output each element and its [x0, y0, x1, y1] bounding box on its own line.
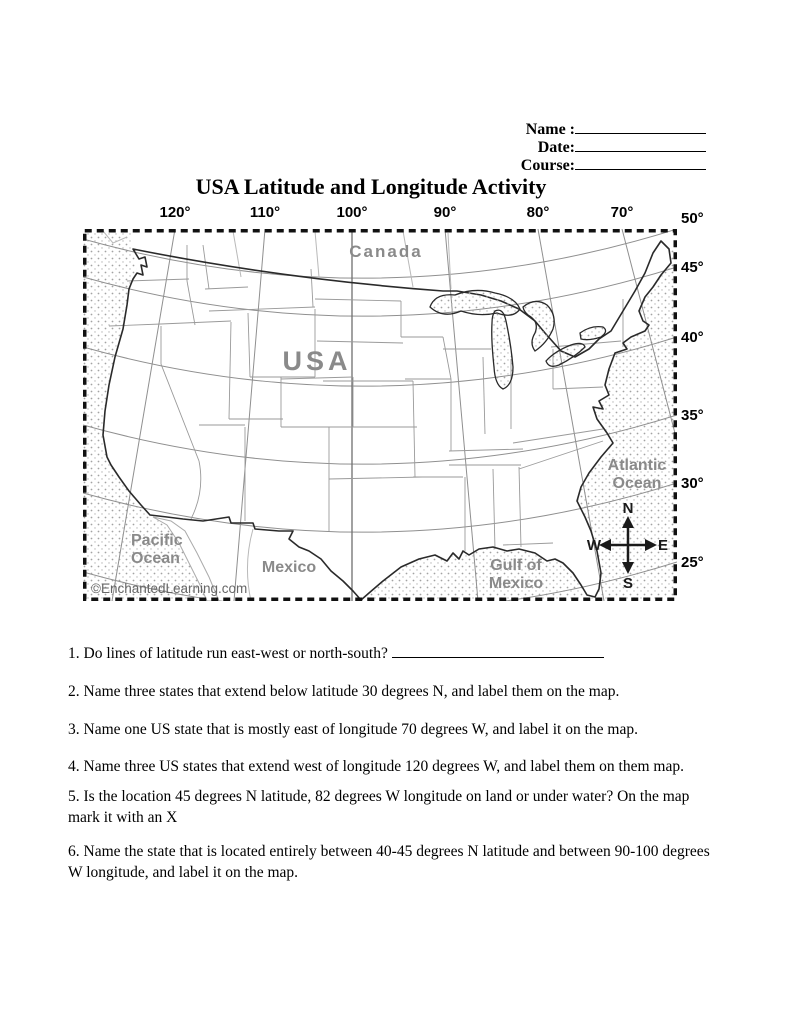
page-title: USA Latitude and Longitude Activity — [195, 174, 547, 199]
longitude-label-110: 110° — [249, 204, 281, 221]
course-label: Course: — [520, 157, 575, 174]
name-label: Name : — [525, 121, 575, 138]
atlantic-ocean-label-line1: Atlantic — [607, 457, 667, 474]
question-1-answer-line[interactable] — [392, 645, 604, 658]
latitude-label-50: 50° — [681, 210, 704, 227]
name-input-line[interactable] — [575, 120, 706, 134]
gulf-of-mexico-area — [361, 547, 595, 601]
gulf-of-mexico-label-line1: Gulf of — [490, 557, 542, 574]
question-1 — [68, 643, 720, 664]
latitude-label-30: 30° — [681, 475, 704, 492]
usa-map — [83, 229, 677, 601]
question-2-text: 2. Name three states that extend below latitude 30 degrees N, and label them on the map. — [68, 682, 620, 700]
atlantic-ocean-label-line2: Ocean — [612, 475, 662, 492]
question-2 — [68, 681, 720, 702]
question-6 — [68, 841, 720, 883]
course-field-row — [521, 156, 706, 175]
latitude-label-45: 45° — [681, 259, 704, 276]
pacific-ocean-label-line2: Ocean — [131, 550, 180, 567]
compass-s-label: S — [622, 575, 634, 592]
longitude-label-90: 90° — [433, 204, 457, 221]
canada-label: Canada — [349, 242, 423, 261]
usa-map-svg — [83, 229, 677, 601]
compass-e-label: E — [657, 537, 669, 554]
question-5-text: 5. Is the location 45 degrees N latitude, 82 degrees W longitude on land or under water? On the map mark it with an X — [68, 787, 690, 826]
mexico-label: Mexico — [261, 559, 317, 576]
compass-w-label: W — [586, 537, 602, 554]
longitude-label-120: 120° — [159, 204, 191, 221]
course-input-line[interactable] — [575, 156, 706, 170]
name-field-row — [526, 120, 706, 139]
longitude-label-100: 100° — [336, 204, 368, 221]
question-3-text: 3. Name one US state that is mostly east of longitude 70 degrees W, and label it on the map. — [68, 720, 638, 738]
usa-label: USA — [282, 346, 352, 376]
question-6-text: 6. Name the state that is located entirely between 40-45 degrees N latitude and between 90-100 degrees W longitude, and label it on the map. — [68, 842, 710, 881]
pacific-ocean-label-line1: Pacific — [131, 532, 183, 549]
date-input-line[interactable] — [575, 138, 706, 152]
compass-n-label: N — [622, 500, 634, 517]
date-label: Date: — [537, 139, 575, 156]
question-5 — [68, 786, 720, 828]
longitude-label-80: 80° — [526, 204, 550, 221]
latitude-label-35: 35° — [681, 407, 704, 424]
copyright-text: ©EnchantedLearning.com — [91, 581, 248, 596]
state-boundaries — [109, 245, 623, 551]
gulf-of-mexico-label-line2: Mexico — [488, 575, 544, 592]
question-3 — [68, 719, 720, 740]
question-4 — [68, 756, 720, 777]
question-1-text: 1. Do lines of latitude run east-west or north-south? — [68, 644, 388, 662]
question-4-text: 4. Name three US states that extend west of longitude 120 degrees W, and label them on them map. — [68, 757, 684, 775]
latitude-label-40: 40° — [681, 329, 704, 346]
date-field-row — [538, 138, 706, 157]
longitude-label-70: 70° — [610, 204, 634, 221]
latitude-label-25: 25° — [681, 554, 704, 571]
